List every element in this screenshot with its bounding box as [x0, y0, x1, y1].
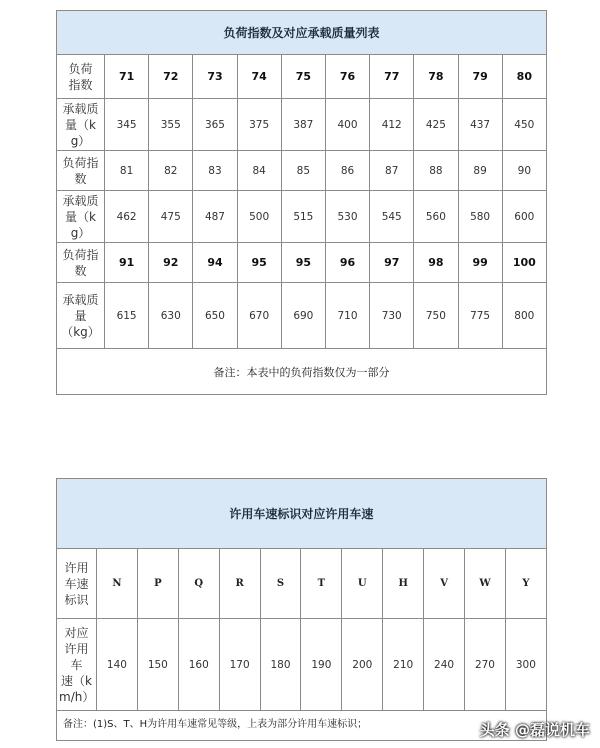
table-cell: 96	[325, 243, 369, 283]
table-cell: 85	[281, 151, 325, 191]
table-row	[57, 549, 547, 619]
table-cell: 450	[502, 99, 546, 151]
table-cell: 74	[237, 55, 281, 99]
table-cell: W	[465, 549, 506, 619]
table-row	[57, 619, 547, 711]
table-cell: 800	[502, 283, 546, 349]
table-cell: 95	[237, 243, 281, 283]
row-header: 负荷指 数	[57, 151, 105, 191]
table-cell: 462	[105, 191, 149, 243]
table-cell: H	[383, 549, 424, 619]
table-cell: 210	[383, 619, 424, 711]
table-cell: T	[301, 549, 342, 619]
table-cell: 750	[414, 283, 458, 349]
table-cell: 615	[105, 283, 149, 349]
load-index-table-title: 负荷指数及对应承载质量列表	[57, 11, 547, 55]
table-cell: 86	[325, 151, 369, 191]
table-cell: Y	[505, 549, 546, 619]
table-cell: S	[260, 549, 301, 619]
table-cell: 76	[325, 55, 369, 99]
table-cell: 170	[219, 619, 260, 711]
table-cell: 91	[105, 243, 149, 283]
table-cell: 240	[424, 619, 465, 711]
table-cell: 580	[458, 191, 502, 243]
table-cell: 300	[505, 619, 546, 711]
table-row	[57, 55, 547, 99]
table-cell: 90	[502, 151, 546, 191]
table-cell: 82	[149, 151, 193, 191]
table-cell: 775	[458, 283, 502, 349]
table-cell: 71	[105, 55, 149, 99]
table-row	[57, 151, 547, 191]
table-cell: 80	[502, 55, 546, 99]
table-cell: 84	[237, 151, 281, 191]
table-cell: 81	[105, 151, 149, 191]
table-cell: 600	[502, 191, 546, 243]
table-cell: 670	[237, 283, 281, 349]
table-cell: 730	[370, 283, 414, 349]
table-row	[57, 243, 547, 283]
row-header: 许用 车速 标识	[57, 549, 97, 619]
table-cell: 437	[458, 99, 502, 151]
table-cell: 400	[325, 99, 369, 151]
table-cell: 94	[193, 243, 237, 283]
row-header: 承载质 量（k g）	[57, 191, 105, 243]
table-cell: 95	[281, 243, 325, 283]
speed-rating-table	[56, 478, 547, 741]
table-cell: 160	[178, 619, 219, 711]
table-cell: 545	[370, 191, 414, 243]
table-cell: 515	[281, 191, 325, 243]
table-cell: 180	[260, 619, 301, 711]
table-cell: 190	[301, 619, 342, 711]
table-cell: 690	[281, 283, 325, 349]
table-cell: 500	[237, 191, 281, 243]
speed-rating-table-title: 许用车速标识对应许用车速	[57, 479, 547, 549]
table-cell: 100	[502, 243, 546, 283]
table-cell: 87	[370, 151, 414, 191]
table-cell: 72	[149, 55, 193, 99]
table-cell: 365	[193, 99, 237, 151]
table-note: 备注：本表中的负荷指数仅为一部分	[57, 349, 547, 395]
table-cell: 150	[137, 619, 178, 711]
table-cell: 475	[149, 191, 193, 243]
table-row	[57, 191, 547, 243]
table-cell: 560	[414, 191, 458, 243]
table-row	[57, 283, 547, 349]
table-cell: 97	[370, 243, 414, 283]
watermark: 头条 @磊说机车	[479, 721, 590, 739]
table-cell: 98	[414, 243, 458, 283]
table-note: 备注：(1)S、T、H为许用车速常见等级，上表为部分许用车速标识；	[57, 711, 547, 741]
load-index-table	[56, 10, 547, 395]
table-cell: 345	[105, 99, 149, 151]
table-cell: P	[137, 549, 178, 619]
row-header: 对应 许用 车 速（k m/h）	[57, 619, 97, 711]
table-cell: 200	[342, 619, 383, 711]
table-cell: 375	[237, 99, 281, 151]
table-cell: 83	[193, 151, 237, 191]
table-cell: 89	[458, 151, 502, 191]
table-cell: 92	[149, 243, 193, 283]
table-cell: U	[342, 549, 383, 619]
table-cell: 530	[325, 191, 369, 243]
table-cell: 650	[193, 283, 237, 349]
table-cell: 425	[414, 99, 458, 151]
table-cell: V	[424, 549, 465, 619]
table-cell: 79	[458, 55, 502, 99]
table-cell: 78	[414, 55, 458, 99]
table-cell: N	[97, 549, 138, 619]
table-cell: 88	[414, 151, 458, 191]
table-cell: 387	[281, 99, 325, 151]
table-cell: 140	[97, 619, 138, 711]
table-cell: 710	[325, 283, 369, 349]
table-cell: 355	[149, 99, 193, 151]
table-cell: Q	[178, 549, 219, 619]
table-cell: 77	[370, 55, 414, 99]
row-header: 承载质 量（k g）	[57, 99, 105, 151]
table-cell: R	[219, 549, 260, 619]
table-row	[57, 99, 547, 151]
row-header: 负荷 指数	[57, 55, 105, 99]
table-cell: 270	[465, 619, 506, 711]
table-cell: 487	[193, 191, 237, 243]
table-cell: 73	[193, 55, 237, 99]
table-cell: 99	[458, 243, 502, 283]
row-header: 承载质 量 （kg）	[57, 283, 105, 349]
table-cell: 75	[281, 55, 325, 99]
table-cell: 630	[149, 283, 193, 349]
row-header: 负荷指 数	[57, 243, 105, 283]
table-cell: 412	[370, 99, 414, 151]
